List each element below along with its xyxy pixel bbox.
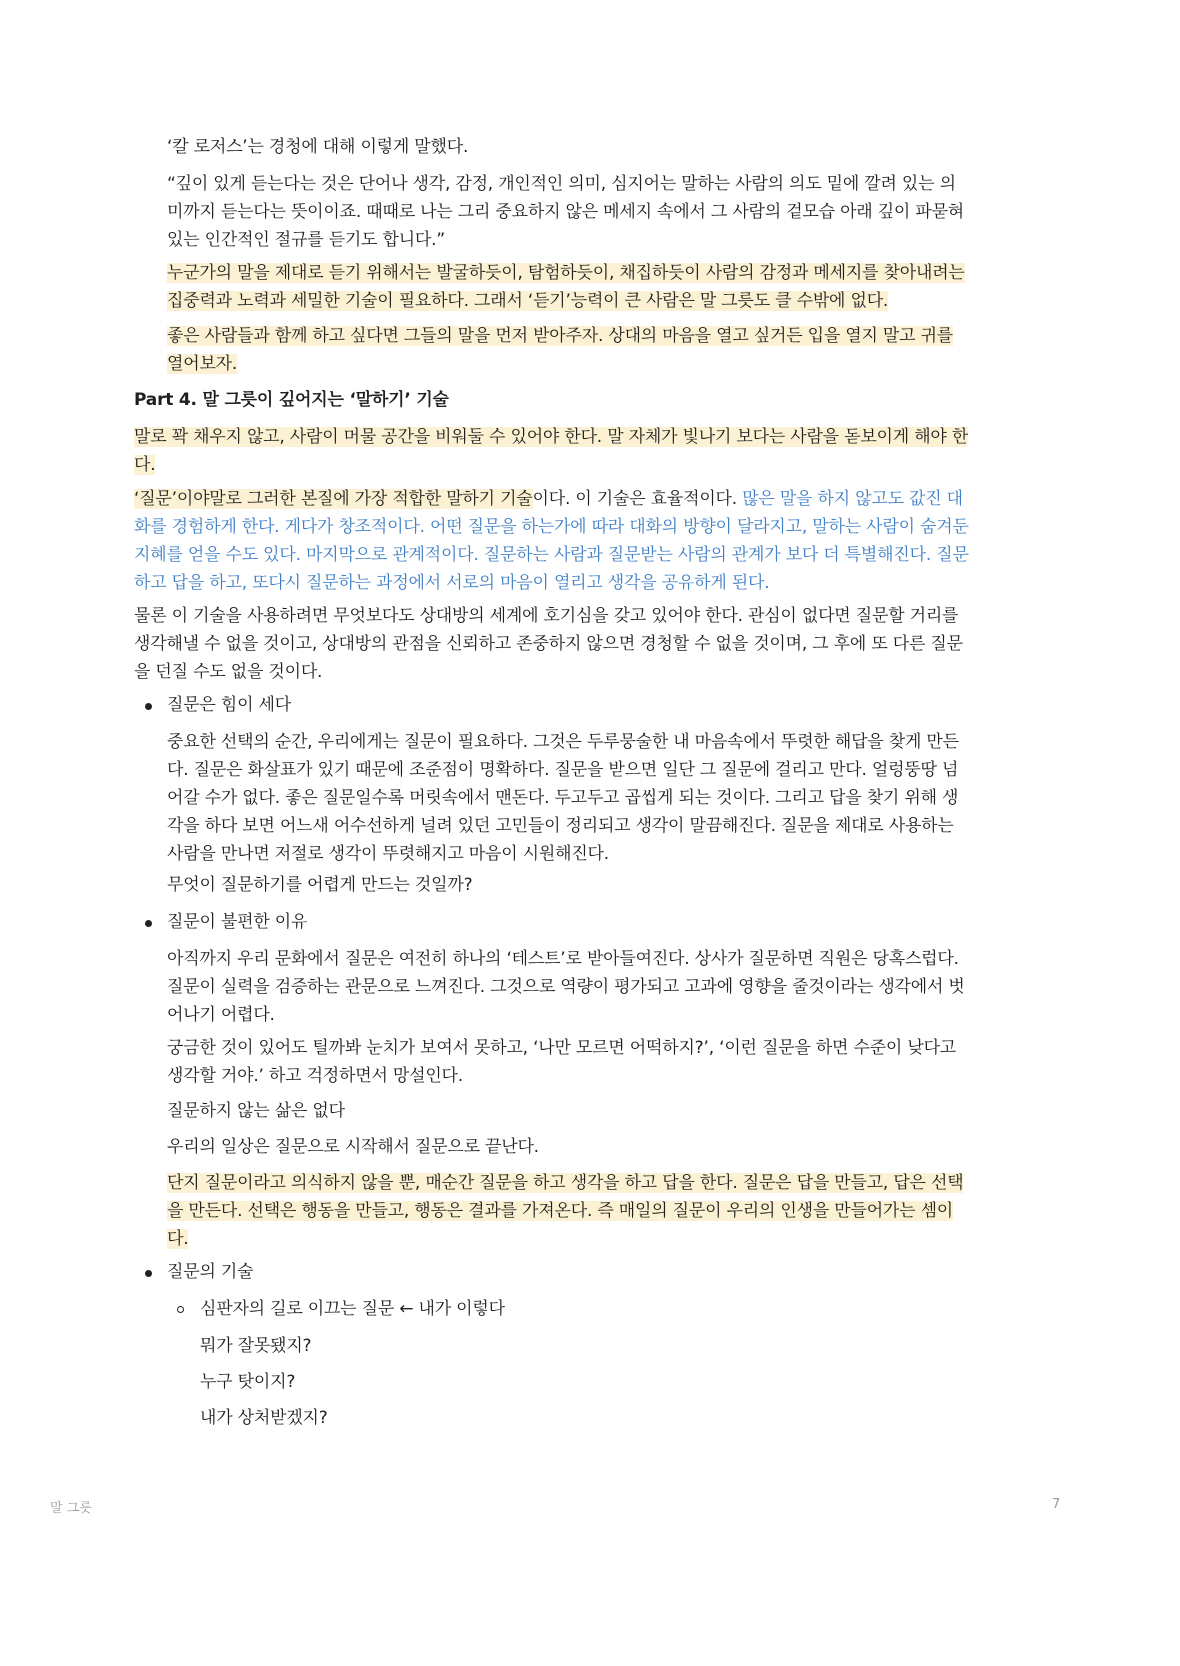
sub-item-question: 뭐가 잘못됐지? [200,1336,312,1356]
sub-bullet-circle [177,1306,184,1313]
paragraph-what-makes-hard: 무엇이 질문하기를 어렵게 만드는 것일까? [167,875,473,895]
sub-bullet-judger-path: 심판자의 길로 이끄는 질문 ← 내가 이렇다 [200,1299,505,1319]
paragraph-no-life-without-questions: 질문하지 않는 삶은 없다 [167,1101,345,1121]
section-heading: Part 4. 말 그릇이 깊어지는 ‘말하기’ 기술 [134,390,449,410]
sub-item-question: 내가 상처받겠지? [200,1408,328,1428]
paragraph-highlight-open-heart: 좋은 사람들과 함께 하고 싶다면 그들의 말을 먼저 받아주자. 상대의 마음을 열고 싶거든 입을 열지 말고 귀를 열어보자. [167,326,954,374]
bullet-item-power: 질문은 힘이 세다 [167,695,291,715]
paragraph-highlight-choices: 단지 질문이라고 의식하지 않을 뿐, 매순간 질문을 하고 생각을 하고 답을 한다. 질문은 답을 만들고, 답은 선택 을 만든다. 선택은 행동을 만들고, 행동은 결과를 가져온다. 즉 매일의 질문이 우리의 인생을 만들어가는 셈이 다. [167,1173,964,1249]
page-number: 7 [1052,1497,1061,1512]
paragraph-power-detail: 중요한 선택의 순간, 우리에게는 질문이 필요하다. 그것은 두루뭉술한 내 마음속에서 뚜렷한 해답을 찾게 만든 다. 질문은 화살표가 있기 때문에 조준점이 명확하다. 질문을 받으면 일단 그 질문에 걸리고 만다. 얼렁뚱땅 넘 어갈 수가 없다. 좋은 질문일수록 머릿속에서 맨돈다. 두고두고 곱씹게 되는 것이다. 그리고 답을 찾기 위해 생 각을 하다 보면 어느새 어수선하게 널려 있던 고민들이 정리되고 생각이 말끔해진다. 질문을 제대로 사용하는 사람을 만나면 저절로 생각이 뚜렷해지고 마음이 시원해진다. [167,732,959,864]
paragraph-intro: ‘칼 로저스’는 경청에 대해 이렇게 말했다. [167,137,469,157]
paragraph-daily-life: 우리의 일상은 질문으로 시작해서 질문으로 끝난다. [167,1137,539,1157]
paragraph-curiosity: 물론 이 기술을 사용하려면 무엇보다도 상대방의 세계에 호기심을 갖고 있어야 한다. 관심이 없다면 질문할 거리를 생각해낼 수 없을 것이고, 상대방의 관점을 신뢰하고 존중하지 않으면 경청할 수 없을 것이며, 그 후에 또 다른 질문 을 던질 수도 없을 것이다. [134,606,963,682]
paragraph-highlight-listening: 누군가의 말을 제대로 듣기 위해서는 발굴하듯이, 탐험하듯이, 채집하듯이 사람의 감정과 메세지를 찾아내려는 집중력과 노력과 세밀한 기술이 필요하다. 그래서 ‘듣기’능력이 큰 사람은 말 그릇도 클 수밖에 없다. [167,263,965,311]
bullet-dot [145,920,152,927]
paragraph-highlight-space: 말로 꽉 채우지 않고, 사람이 머물 공간을 비워둘 수 있어야 한다. 말 자체가 빛나기 보다는 사람을 돋보이게 해야 한 다. [134,427,969,475]
bullet-item-techniques: 질문의 기술 [167,1262,254,1282]
sub-item-question: 누구 탓이지? [200,1372,296,1392]
paragraph-test-culture: 아직까지 우리 문화에서 질문은 여전히 하나의 ‘테스트’로 받아들여진다. 상사가 질문하면 직원은 당혹스럽다. 질문이 실력을 검증하는 관문으로 느껴진다. 그것으로 역량이 평가되고 고과에 영향을 줄것이라는 생각에서 벗 어나기 어렵다. [167,949,965,1025]
bullet-dot [145,703,152,710]
paragraph-question-skill: ‘질문’이야말로 그러한 본질에 가장 적합한 말하기 기술이다. 이 기술은 효율적이다. 많은 말을 하지 않고도 값진 대 화를 경험하게 한다. 게다가 창조적이다. 어떤 질문을 하는가에 따라 대화의 방향이 달라지고, 말하는 사람이 숨겨둔 지혜를 얻을 수도 있다. 마지막으로 관계적이다. 질문하는 사람과 질문받는 사람의 관계가 보다 더 특별해진다. 질문 하고 답을 하고, 또다시 질문하는 과정에서 서로의 마음이 열리고 생각을 공유하게 된다. [134,489,969,593]
paragraph-hesitation: 궁금한 것이 있어도 틸까봐 눈치가 보여서 못하고, ‘나만 모르면 어떡하지?’, ‘이런 질문을 하면 수준이 낮다고 생각할 거야.’ 하고 걱정하면서 망설인다. [167,1038,957,1086]
bullet-dot [145,1270,152,1277]
bullet-item-uncomfortable: 질문이 불편한 이유 [167,912,308,932]
footer-title: 말 그릇 [50,1501,92,1516]
paragraph-quote: “깊이 있게 듣는다는 것은 단어나 생각, 감정, 개인적인 의미, 심지어는 말하는 사람의 의도 밑에 깔려 있는 의 미까지 듣는다는 뜻이이죠. 때때로 나는 그리 중요하지 않은 메세지 속에서 그 사람의 겉모습 아래 깊이 파묻혀 있는 인간적인 절규를 듣기도 합니다.” [167,174,965,250]
